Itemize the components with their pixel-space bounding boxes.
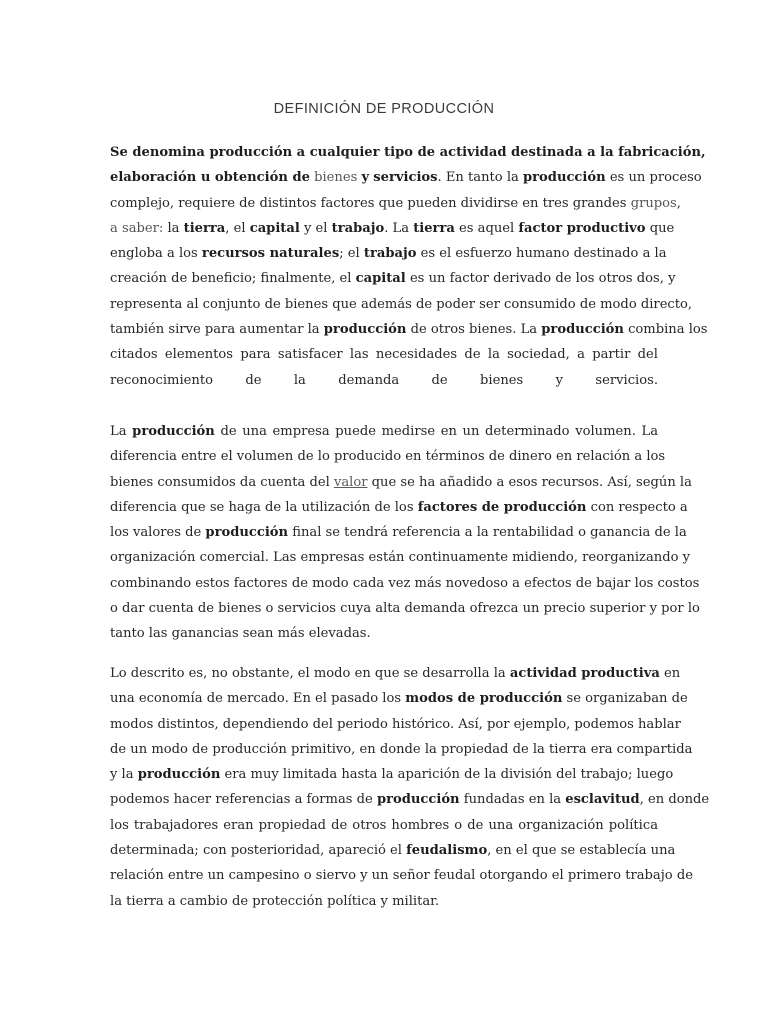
text-run: La <box>110 424 127 439</box>
bold-term: tierra <box>183 220 226 236</box>
text-run: y la <box>110 767 134 783</box>
paragraph-history <box>110 661 710 914</box>
text-line: o dar cuenta de bienes o servicios cuya alta demanda ofrezca un precio superior y por lo <box>110 601 700 617</box>
bold-term: factor productivo <box>518 220 646 236</box>
document-title: DEFINICIÓN DE PRODUCCIÓN <box>273 101 495 117</box>
text-line: diferencia entre el volumen de lo producido en términos de dinero en relación a los <box>110 449 666 465</box>
bold-term: esclavitud <box>565 792 640 808</box>
text-run: que se ha añadido a esos recursos. Así, según la <box>371 474 692 490</box>
text-line <box>110 762 674 787</box>
bold-term: modos de producción <box>405 691 563 707</box>
text-line: representa al conjunto de bienes que además de poder ser consumido de modo directo, <box>110 296 693 312</box>
text-line: los trabajadores eran propiedad de otros hombres o de una organización política <box>110 817 658 833</box>
text-line <box>110 317 708 342</box>
text-run: determinada; con posterioridad, apareció el <box>110 843 402 859</box>
text-run: Lo descrito es, no obstante, el modo en que se desarrolla la <box>110 666 506 681</box>
bold-term: factores de producción <box>417 499 587 515</box>
text-line <box>110 520 687 545</box>
text-line: combinando estos factores de modo cada vez más novedoso a efectos de bajar los costos <box>110 575 700 591</box>
bold-term: producción <box>205 525 289 541</box>
text-run: es aquel <box>459 220 515 236</box>
bold-phrase: Se denomina producción a cualquier tipo de actividad destinada a la fabricación, <box>110 145 706 160</box>
text-run: , <box>676 195 681 211</box>
text-run: creación de beneficio; finalmente, el <box>110 271 352 287</box>
text-run: , el <box>225 220 246 236</box>
bold-term: feudalismo <box>406 843 488 859</box>
text-run: diferencia que se haga de la utilización de los <box>110 499 414 515</box>
text-run: es el esfuerzo humano destinado a la <box>420 246 667 262</box>
valor-link[interactable]: valor <box>333 474 368 490</box>
text-run: de una empresa puede medirse en un determinado volumen. La <box>220 424 659 439</box>
text-line <box>110 216 675 241</box>
text-line: reconocimiento de la demanda de bienes y servicios. <box>110 372 658 388</box>
bold-phrase: servicios <box>373 170 438 186</box>
bold-term: trabajo <box>363 246 417 262</box>
text-line: modos distintos, dependiendo del periodo histórico. Así, por ejemplo, podemos hablar <box>110 716 681 732</box>
text-line: relación entre un campesino o siervo y un señor feudal otorgando el primero trabajo de <box>110 868 693 884</box>
text-line <box>110 661 681 686</box>
bold-term: tierra <box>413 220 455 236</box>
text-line <box>110 470 692 495</box>
bold-term: producción <box>137 767 221 783</box>
bold-term: recursos naturales <box>201 246 340 262</box>
text-run: engloba a los <box>110 246 198 262</box>
text-line <box>110 495 688 520</box>
text-run: . La <box>384 220 410 236</box>
bold-term: capital <box>355 271 406 287</box>
text-run: es un factor derivado de los otros dos, y <box>409 271 676 287</box>
text-line <box>110 266 676 291</box>
bold-term: producción <box>132 424 215 439</box>
text-line <box>110 787 710 812</box>
text-run: combina los <box>628 322 708 338</box>
text-run: , en el que se establecía una <box>487 843 676 859</box>
text-run: podemos hacer referencias a formas de <box>110 792 373 808</box>
text-line: citados elementos para satisfacer las necesidades de la sociedad, a partir del <box>110 347 658 363</box>
bold-term: producción <box>376 792 460 808</box>
text-run: . En tanto la <box>437 170 519 186</box>
text-run: es un proceso <box>609 170 702 186</box>
bold-term: producción <box>323 322 407 338</box>
text-line: organización comercial. Las empresas están continuamente midiendo, reorganizando y <box>110 550 691 566</box>
text-line <box>110 191 681 216</box>
inline-term: bienes <box>314 170 358 186</box>
text-run: en <box>664 666 681 681</box>
text-line <box>110 241 667 266</box>
text-run: la <box>167 220 180 236</box>
text-line: de un modo de producción primitivo, en donde la propiedad de la tierra era compartida <box>110 741 693 757</box>
text-line: la tierra a cambio de protección política y militar. <box>110 893 440 909</box>
paragraph-measurement <box>110 419 700 647</box>
text-run: una economía de mercado. En el pasado los <box>110 691 402 707</box>
text-run: era muy limitada hasta la aparición de la división del trabajo; luego <box>224 767 674 783</box>
bold-term: producción <box>541 322 624 338</box>
text-run: final se tendrá referencia a la rentabilidad o ganancia de la <box>292 525 687 541</box>
text-line <box>110 165 702 190</box>
text-line <box>110 140 706 165</box>
bold-phrase: elaboración u obtención de <box>110 170 310 186</box>
text-run: también sirve para aumentar la <box>110 322 320 338</box>
bold-term: producción <box>523 170 606 186</box>
bold-term: actividad productiva <box>509 666 660 681</box>
text-run: los valores de <box>110 525 202 541</box>
text-line: tanto las ganancias sean más elevadas. <box>110 626 371 642</box>
text-run: fundadas en la <box>463 792 562 808</box>
text-run: bienes consumidos da cuenta del <box>110 474 330 490</box>
text-run: que <box>649 220 675 236</box>
text-line <box>110 419 658 444</box>
paragraph-definition <box>110 140 708 393</box>
text-run: con respecto a <box>590 499 688 515</box>
inline-term: grupos <box>630 195 677 211</box>
bold-phrase: y <box>361 170 370 186</box>
text-line <box>110 686 688 711</box>
inline-term: a saber: <box>110 220 164 236</box>
text-run: ; el <box>339 246 360 262</box>
text-run: de otros bienes. La <box>410 322 538 338</box>
text-line <box>110 838 676 863</box>
bold-term: trabajo <box>331 220 385 236</box>
text-run: y el <box>303 220 328 236</box>
text-run: se organizaban de <box>566 691 688 707</box>
bold-term: capital <box>249 220 300 236</box>
text-run: complejo, requiere de distintos factores que pueden dividirse en tres grandes <box>110 195 627 211</box>
text-run: , en donde <box>639 792 710 808</box>
